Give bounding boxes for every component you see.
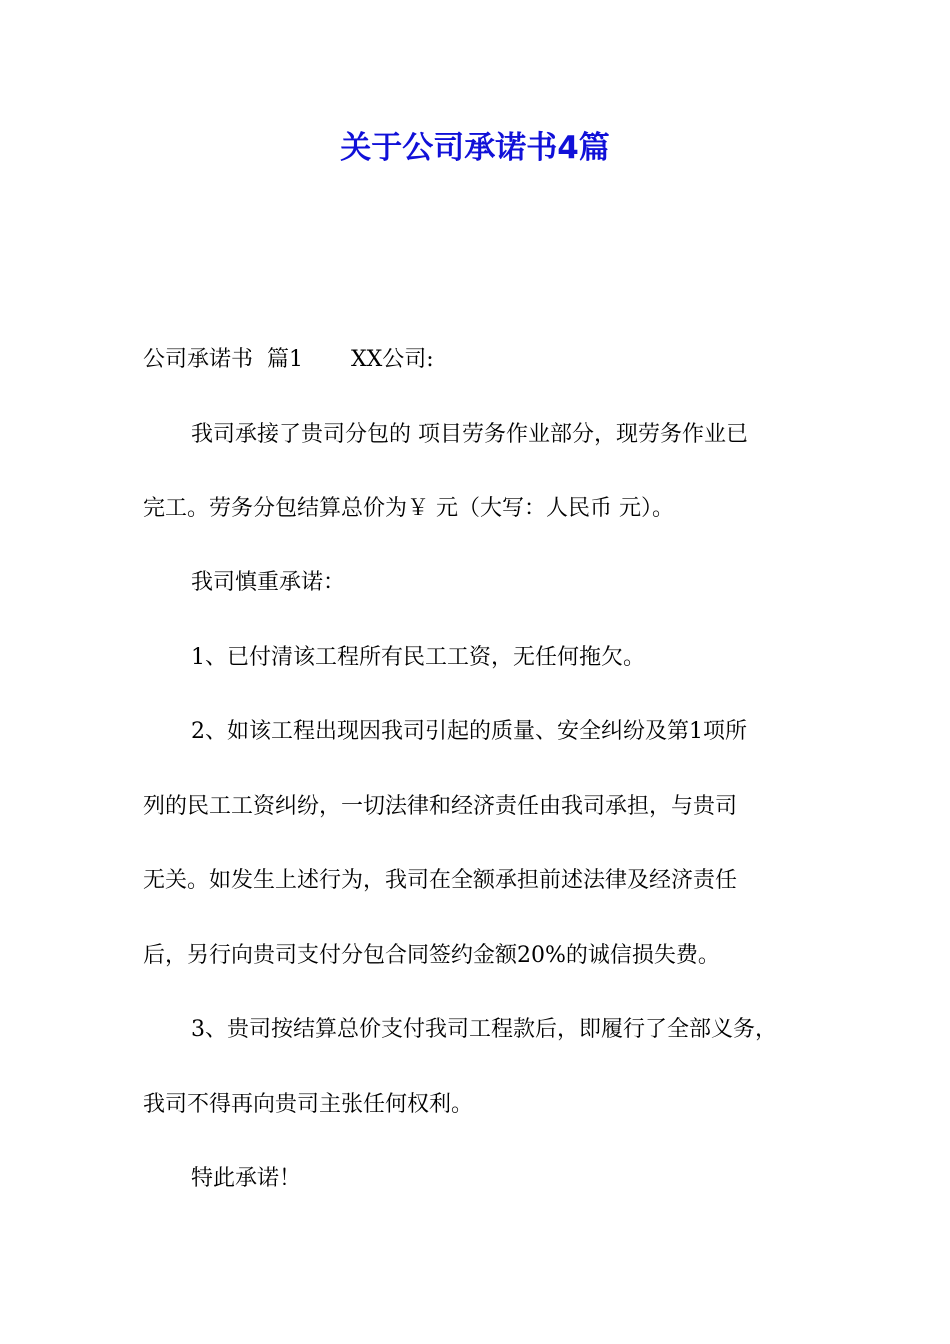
addressee: XX公司: <box>350 347 434 372</box>
list-item: 1、已付清该工程所有民工工资，无任何拖欠。 <box>191 645 645 670</box>
section-header-line <box>143 345 434 375</box>
list-item: 3、贵司按结算总价支付我司工程款后，即履行了全部义务， <box>191 1017 777 1042</box>
paragraph-line: 后，另行向贵司支付分包合同签约金额20%的诚信损失费。 <box>143 943 720 968</box>
paragraph-line: 我司不得再向贵司主张任何权利。 <box>143 1092 474 1117</box>
paragraph-line: 我司承接了贵司分包的 项目劳务作业部分，现劳务作业已 <box>191 422 748 447</box>
section-label: 公司承诺书 篇1 <box>143 347 303 372</box>
list-item: 2、如该工程出现因我司引起的质量、安全纠纷及第1项所 <box>191 719 747 744</box>
paragraph-line: 我司慎重承诺： <box>191 570 346 595</box>
page-title: 关于公司承诺书4篇 <box>340 130 610 166</box>
paragraph-line: 列的民工工资纠纷，一切法律和经济责任由我司承担，与贵司 <box>143 794 738 819</box>
closing-line: 特此承诺！ <box>191 1166 302 1191</box>
paragraph-line: 完工。劳务分包结算总价为￥ 元（大写：人民币 元）。 <box>143 496 674 521</box>
paragraph-line: 无关。如发生上述行为，我司在全额承担前述法律及经济责任 <box>143 868 738 893</box>
